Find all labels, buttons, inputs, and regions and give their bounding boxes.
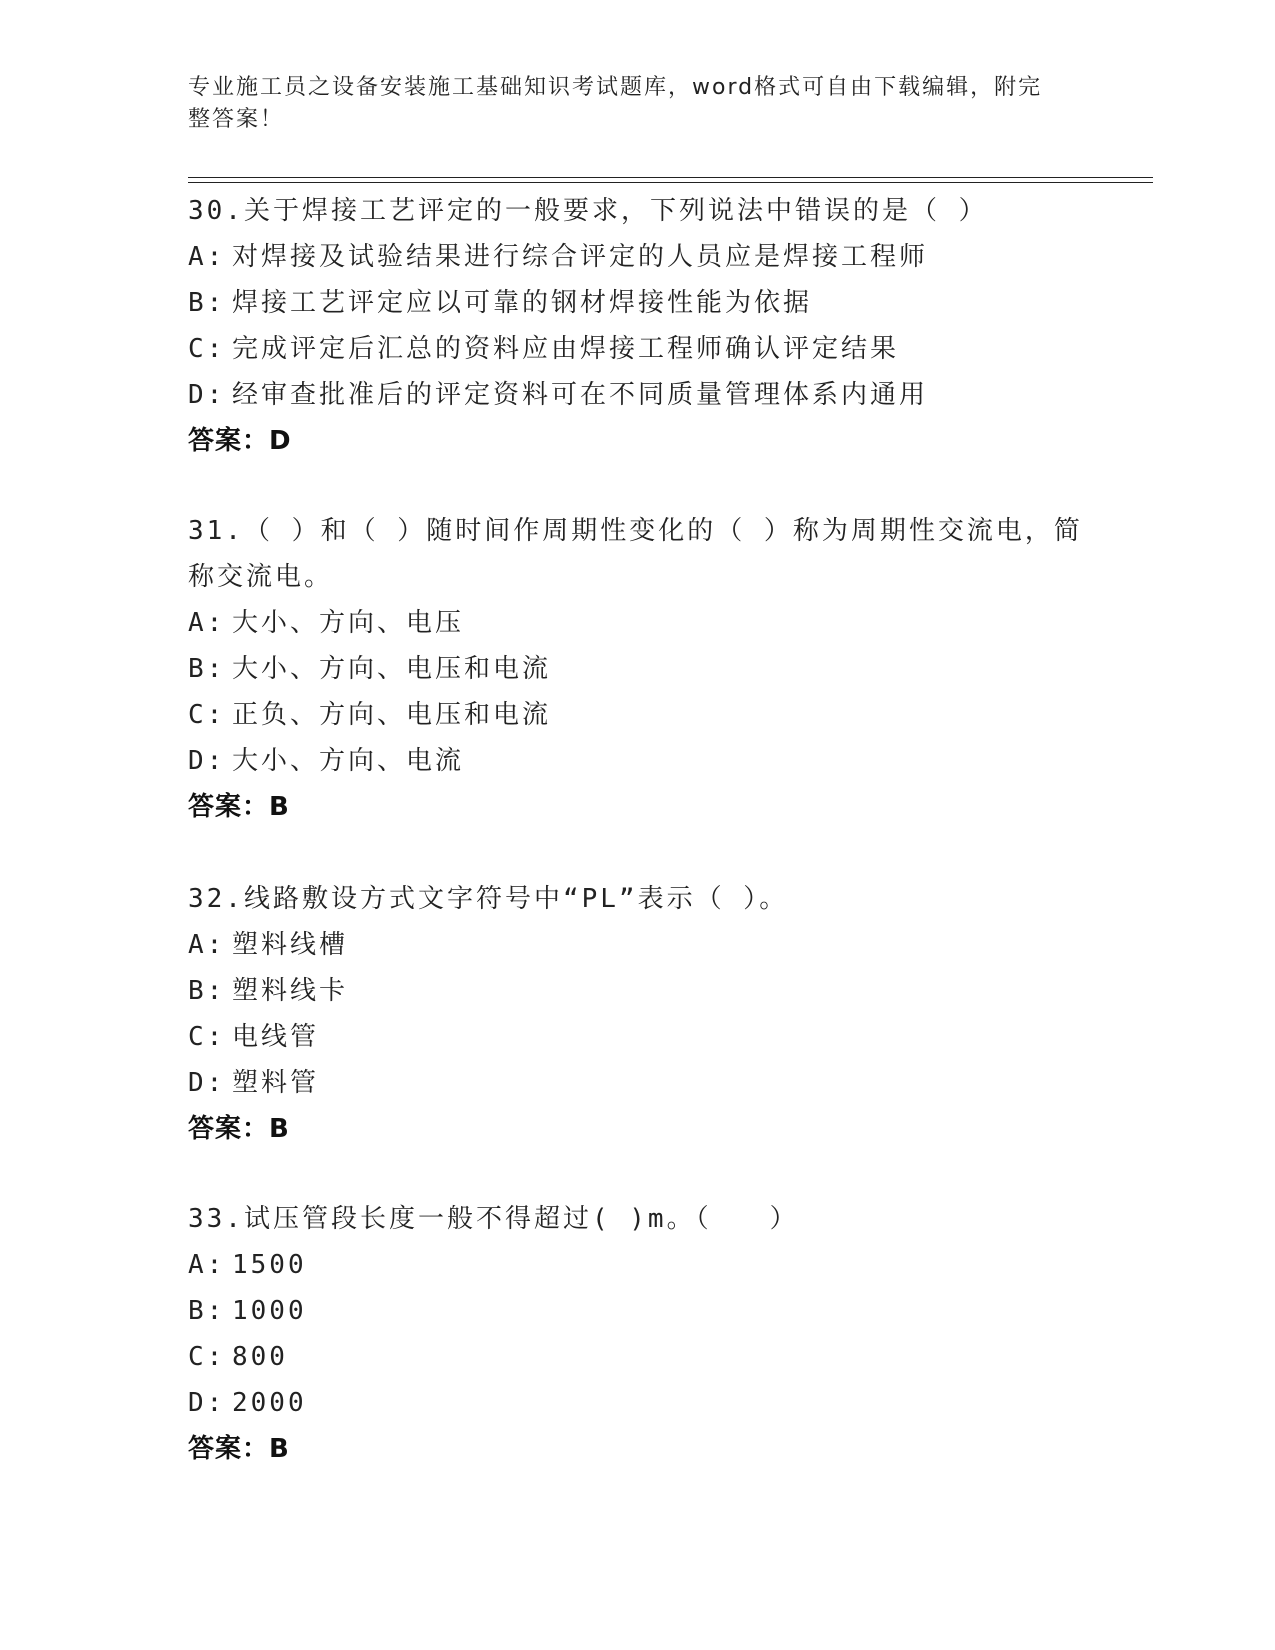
option-c — [188, 326, 1088, 372]
header-divider-bottom — [188, 182, 1153, 183]
option-d — [188, 372, 1088, 418]
option-text: 800 — [232, 1342, 288, 1372]
answer: 答案：D — [188, 426, 292, 456]
question-stem: 32.线路敷设方式文字符号中“PL”表示（ ）。 — [188, 884, 789, 914]
option-letter: B: — [188, 654, 226, 684]
option-letter: B: — [188, 288, 226, 318]
option-letter: D: — [188, 746, 226, 776]
option-d — [188, 738, 1088, 784]
option-letter: D: — [188, 1388, 226, 1418]
option-b — [188, 646, 1088, 692]
option-text: 大小、方向、电压和电流 — [232, 654, 552, 684]
option-letter: B: — [188, 1296, 226, 1326]
option-text: 1500 — [232, 1250, 307, 1280]
option-letter: A: — [188, 930, 226, 960]
option-letter: A: — [188, 1250, 226, 1280]
option-b — [188, 280, 1088, 326]
answer: 答案：B — [188, 792, 290, 822]
option-text: 大小、方向、电压 — [232, 608, 465, 638]
option-letter: C: — [188, 1022, 226, 1052]
question-33 — [188, 1196, 1088, 1472]
question-stem: 33.试压管段长度一般不得超过( )m。（ ） — [188, 1204, 799, 1234]
question-stem: 30.关于焊接工艺评定的一般要求，下列说法中错误的是（ ） — [188, 196, 988, 226]
header-line-2: 整答案！ — [188, 107, 285, 132]
option-c — [188, 692, 1088, 738]
option-c — [188, 1014, 1088, 1060]
option-d — [188, 1380, 1088, 1426]
option-text: 对焊接及试验结果进行综合评定的人员应是焊接工程师 — [232, 242, 929, 272]
option-letter: C: — [188, 334, 226, 364]
option-text: 塑料管 — [232, 1068, 320, 1098]
option-text: 完成评定后汇总的资料应由焊接工程师确认评定结果 — [232, 334, 900, 364]
answer: 答案：B — [188, 1114, 290, 1144]
document-header — [188, 72, 1068, 136]
option-b — [188, 968, 1088, 1014]
option-letter: D: — [188, 380, 226, 410]
option-letter: A: — [188, 608, 226, 638]
option-letter: C: — [188, 700, 226, 730]
option-text: 焊接工艺评定应以可靠的钢材焊接性能为依据 — [232, 288, 813, 318]
option-text: 经审查批准后的评定资料可在不同质量管理体系内通用 — [232, 380, 929, 410]
header-divider-top — [188, 177, 1153, 178]
option-text: 塑料线卡 — [232, 976, 349, 1006]
option-b — [188, 1288, 1088, 1334]
option-a — [188, 600, 1088, 646]
option-text: 正负、方向、电压和电流 — [232, 700, 552, 730]
question-30 — [188, 188, 1088, 464]
question-32 — [188, 876, 1088, 1152]
option-text: 电线管 — [232, 1022, 320, 1052]
option-letter: C: — [188, 1342, 226, 1372]
option-a — [188, 922, 1088, 968]
answer: 答案：B — [188, 1434, 290, 1464]
option-letter: D: — [188, 1068, 226, 1098]
option-c — [188, 1334, 1088, 1380]
question-stem-line-1: 31.（ ）和（ ）随时间作周期性变化的（ ）称为周期性交流电，简 — [188, 516, 1083, 546]
question-stem-line-2: 称交流电。 — [188, 562, 334, 592]
option-text: 塑料线槽 — [232, 930, 349, 960]
option-letter: A: — [188, 242, 226, 272]
option-a — [188, 1242, 1088, 1288]
option-d — [188, 1060, 1088, 1106]
option-text: 2000 — [232, 1388, 307, 1418]
header-line-1: 专业施工员之设备安装施工基础知识考试题库，word格式可自由下载编辑，附完 — [188, 75, 1043, 100]
option-text: 1000 — [232, 1296, 307, 1326]
option-a — [188, 234, 1088, 280]
question-31 — [188, 508, 1088, 830]
option-text: 大小、方向、电流 — [232, 746, 465, 776]
option-letter: B: — [188, 976, 226, 1006]
